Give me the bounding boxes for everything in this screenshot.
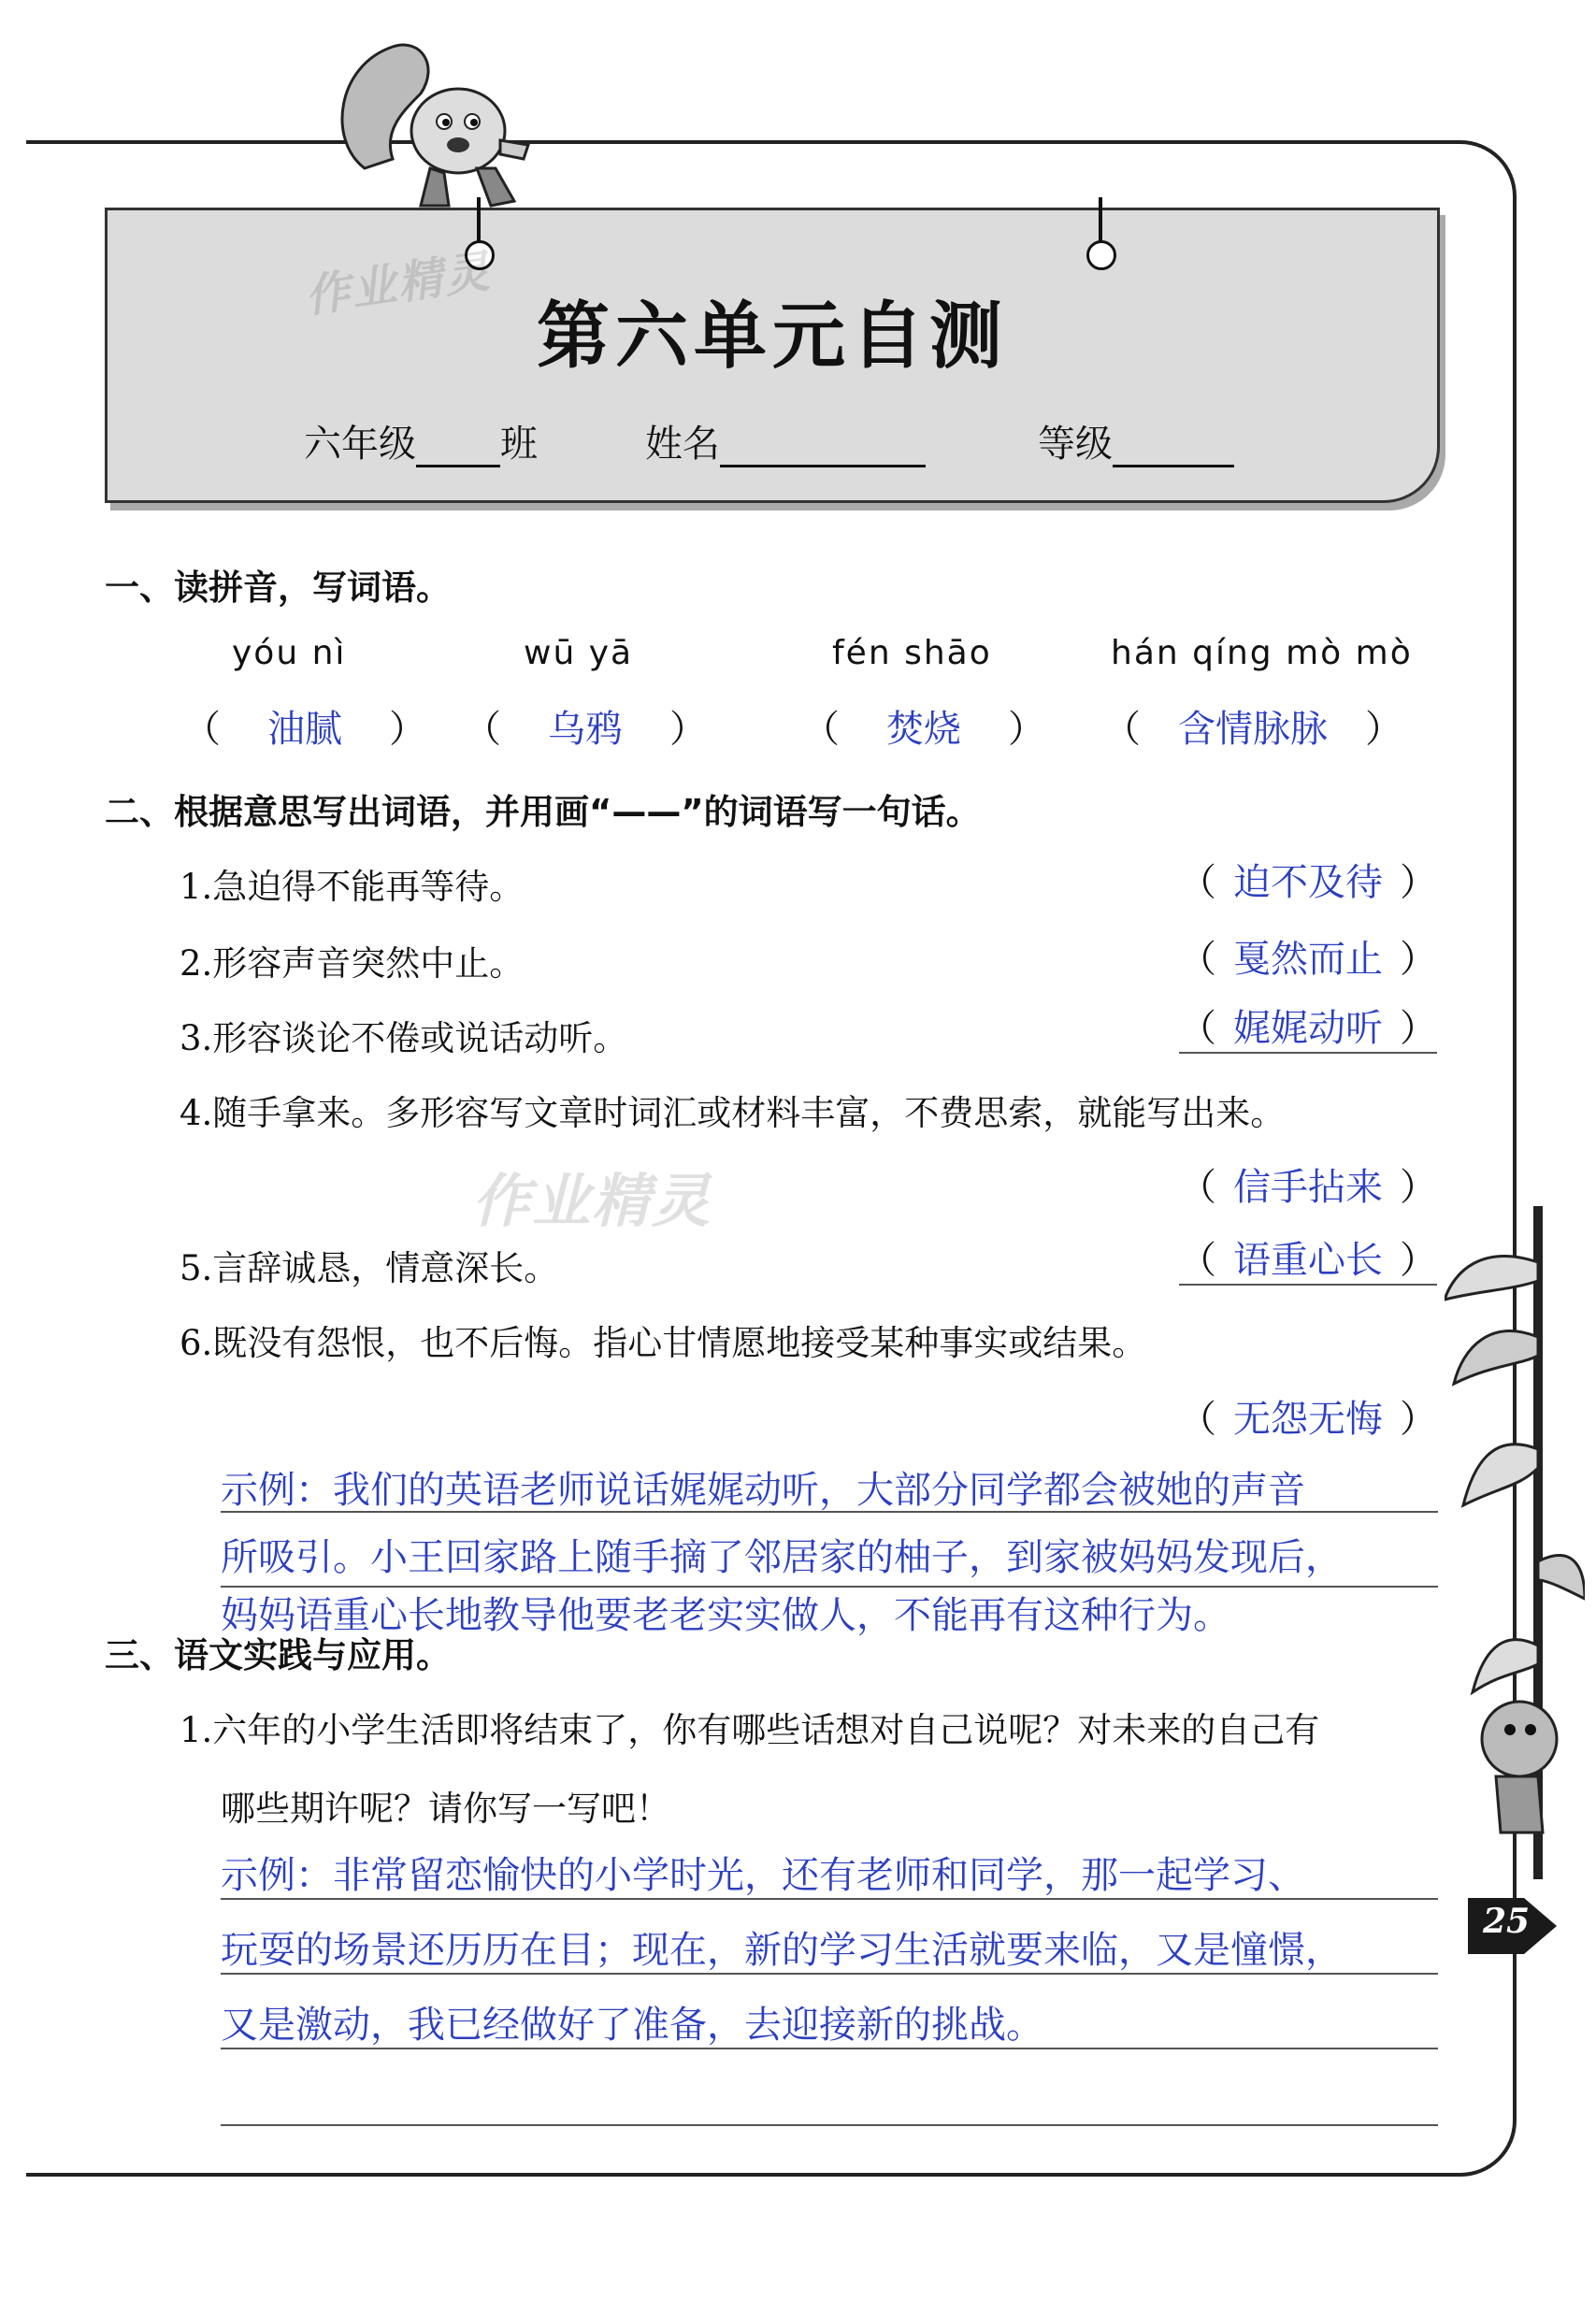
answer-box-2-5[interactable]: （ 语重心长 ） [1179,1230,1437,1286]
question-3-1-line-2: 哪些期许呢？请你写一写吧！ [221,1789,670,1829]
question-2-3: 3.形容谈论不倦或说话动听。 [180,1018,628,1058]
answer-3: 焚烧 [886,708,961,751]
name-blank[interactable] [720,431,926,467]
answer-box-2-4[interactable]: （ 信手拈来 ） [1179,1166,1437,1209]
level-blank[interactable] [1113,431,1234,467]
pinyin-2: wū yā [524,634,634,672]
answer-2-5: 语重心长 [1233,1239,1383,1282]
question-2-2: 2.形容声音突然中止。 [180,943,525,984]
grade-blank[interactable] [416,431,500,467]
write-line[interactable] [221,2124,1438,2126]
section3-heading: 三、语文实践与应用。 [105,1635,451,1675]
answer-box-4[interactable]: （ 含情脉脉 ） [1103,708,1402,751]
example-line-3: 妈妈语重心长地教导他要老老实实做人，不能再有这种行为。 [221,1594,1230,1637]
answer-2-2: 戛然而止 [1233,938,1383,981]
class-label: 班 [500,423,538,466]
name-label: 姓名 [645,423,720,466]
answer-2-6: 无怨无悔 [1233,1398,1383,1441]
example-line-1: 示例：我们的英语老师说话娓娓动听，大部分同学都会被她的声音 [221,1469,1305,1512]
answer-4: 含情脉脉 [1178,708,1328,751]
watermark-2: 作业精灵 [472,1167,712,1235]
page-title: 第六单元自测 [536,294,1008,379]
answer-box-2-6[interactable]: （ 无怨无悔 ） [1179,1398,1437,1441]
pinyin-1: yóu nì [232,634,347,672]
question-3-1-line-1: 1.六年的小学生活即将结束了，你有哪些话想对自己说呢？对未来的自己有 [180,1710,1320,1750]
write-line[interactable] [221,1511,1438,1513]
level-field [1038,414,1234,467]
answer-box-2-3[interactable]: （ 娓娓动听 ） [1179,999,1437,1054]
answer-2: 乌鸦 [548,708,623,751]
answer-box-2-1[interactable]: （ 迫不及待 ） [1179,861,1437,904]
grade-field [304,414,538,467]
banner-pin-right [1099,197,1102,244]
grade-label: 六年级 [304,423,416,466]
write-line[interactable] [221,1973,1438,1975]
section1-heading: 一、读拼音，写词语。 [105,568,451,608]
pinyin-4: hán qíng mò mò [1111,634,1413,672]
answer-1: 油腻 [267,708,342,751]
question-2-5: 5.言辞诚恳，情意深长。 [180,1248,559,1288]
answer-box-3[interactable]: （ 焚烧 ） [802,708,1045,751]
question-2-6: 6.既没有怨恨，也不后悔。指心甘情愿地接受某种事实或结果。 [180,1323,1147,1363]
bamboo-decoration-icon [1445,1206,1585,1879]
answer-box-1[interactable]: （ 油腻 ） [183,708,426,751]
write-line[interactable] [221,1898,1438,1900]
answer-3-line-3: 又是激动，我已经做好了准备，去迎接新的挑战。 [221,2004,1043,2047]
squirrel-mascot-icon [327,28,542,215]
answer-2-4: 信手拈来 [1233,1166,1383,1209]
level-label: 等级 [1038,423,1113,466]
name-field [645,414,926,467]
section2-heading: 二、根据意思写出词语，并用画“——”的词语写一句话。 [105,792,981,832]
answer-3-line-1: 示例：非常留恋愉快的小学时光，还有老师和同学，那一起学习、 [221,1854,1305,1897]
banner-ring-right [1086,240,1116,270]
question-2-1: 1.急迫得不能再等待。 [180,867,525,907]
question-2-4: 4.随手拿来。多形容写文章时词汇或材料丰富，不费思索，就能写出来。 [180,1093,1286,1133]
page-number: 25 [1483,1902,1531,1941]
answer-3-line-2: 玩耍的场景还历历在目；现在，新的学习生活就要来临，又是憧憬， [221,1929,1343,1972]
write-line[interactable] [221,2048,1438,2049]
answer-2-1: 迫不及待 [1233,861,1383,904]
example-line-2: 所吸引。小王回家路上随手摘了邻居家的柚子，到家被妈妈发现后， [221,1536,1343,1579]
pinyin-3: fén shāo [832,634,992,672]
title-banner [105,208,1440,503]
answer-box-2[interactable]: （ 乌鸦 ） [464,708,707,751]
watermark: 作业精灵 [301,245,495,323]
answer-2-3: 娓娓动听 [1233,1007,1383,1050]
answer-box-2-2[interactable]: （ 戛然而止 ） [1179,938,1437,981]
